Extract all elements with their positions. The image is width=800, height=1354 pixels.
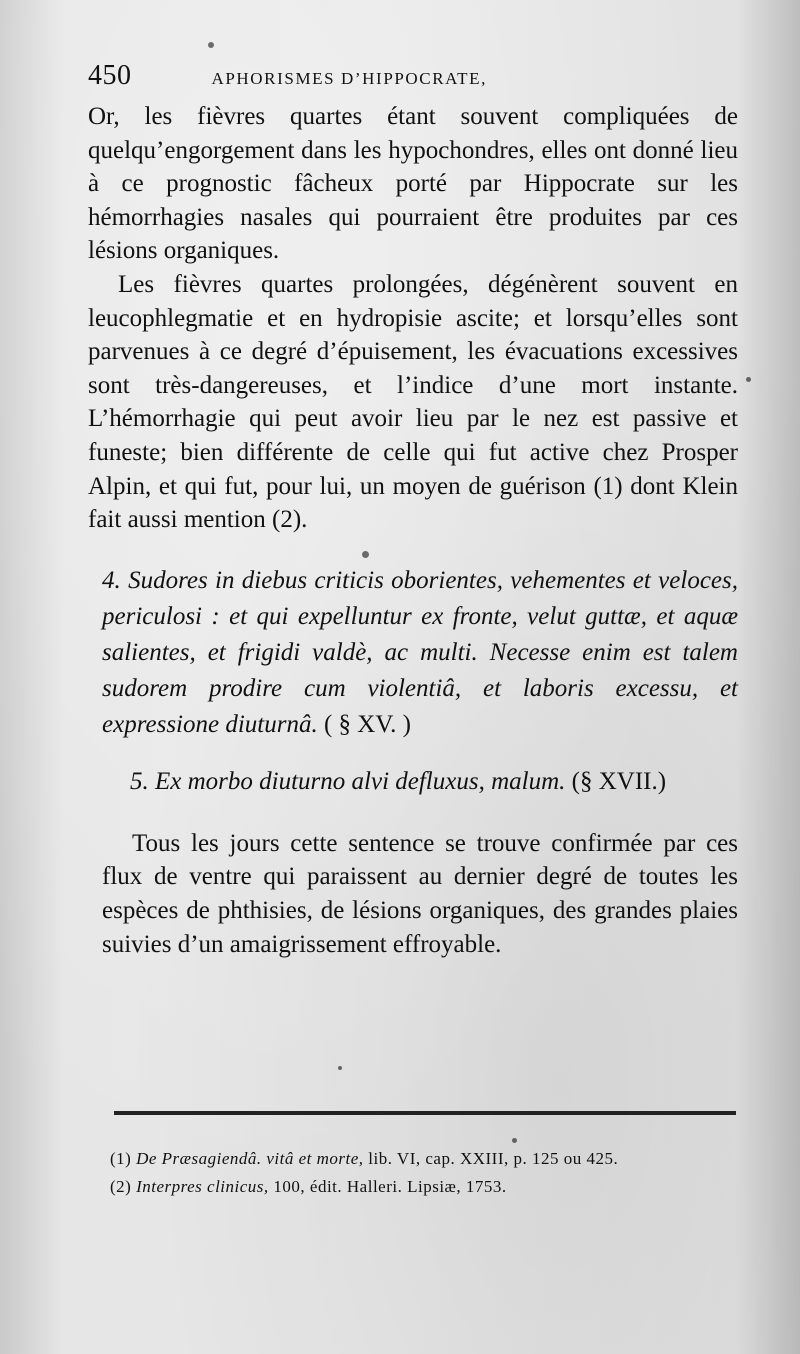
aphorism-4-reference: ( § XV. ) (323, 710, 412, 738)
footnote-2 (110, 1175, 750, 1199)
footnotes (110, 1147, 750, 1203)
commentary-paragraph-2: Les fièvres quartes prolongées, dégénèrent souvent en leucophlegmatie et en hydropisie ascite; et lorsqu’elles sont parvenues à ce degré d’épuisement, les évacuations excessives sont très-dangereuses, et l’indice d’une mort instante. L’hémorrhagie qui peut avoir lieu par le nez est passive et funeste; bien différente de celle qui fut active chez Prosper Alpin, et qui fut, pour lui, un moyen de guérison (1) dont Klein fait aussi mention (2). (88, 270, 738, 534)
footnote-2-title: Interpres clinicus, (136, 1177, 269, 1196)
paper-speck (512, 1138, 517, 1143)
footnote-rule (114, 1111, 736, 1115)
footnote-1-marker: (1) (110, 1149, 132, 1168)
page-number: 450 (88, 60, 132, 91)
footnote-2-details: 100, édit. Halleri. Lipsiæ, 1753. (273, 1177, 507, 1196)
aphorism-4-text: 4. Sudores in diebus criticis oborientes, vehementes et veloces, periculosi : et qui expelluntur ex fronte, velut guttæ, et aquæ salientes, et frigidi valdè, ac multi. Necesse enim est talem sudorem prodire cum violentiâ, et laboris excessu, et expressione diuturnâ. (102, 566, 738, 738)
paper-speck (338, 1066, 342, 1070)
paper-speck (746, 377, 751, 382)
footnote-1-details: lib. VI, cap. XXIII, p. 125 ou 425. (368, 1149, 619, 1168)
page-header (88, 60, 608, 92)
footnote-1-title: De Præsagiendâ. vitâ et morte, (136, 1149, 364, 1168)
paper-speck (362, 551, 369, 558)
paper-speck (208, 42, 214, 48)
aphorism-5-reference: (§ XVII.) (571, 767, 667, 795)
main-text (88, 100, 738, 961)
aphorism-5 (88, 765, 738, 799)
commentary-paragraph-1: Or, les fièvres quartes étant souvent compliquées de quelqu’engorgement dans les hypochondres, elles ont donné lieu à ce prognostic fâcheux porté par Hippocrate sur les hémorrhagies nasales qui pourraient être produites par ces lésions organiques. (88, 103, 738, 265)
running-head: APHORISMES D’HIPPOCRATE, (211, 69, 487, 88)
commentary-paragraph-3: Tous les jours cette sentence se trouve confirmée par ces flux de ventre qui paraissent au dernier degré de toutes les espèces de phthisies, de lésions organiques, des grandes plaies suivies d’un amaigrissement effroyable. (102, 829, 738, 958)
aphorism-4 (88, 563, 738, 743)
aphorism-5-text: 5. Ex morbo diuturno alvi defluxus, malum. (130, 767, 566, 795)
footnote-1 (110, 1147, 750, 1171)
footnote-2-marker: (2) (110, 1177, 132, 1196)
